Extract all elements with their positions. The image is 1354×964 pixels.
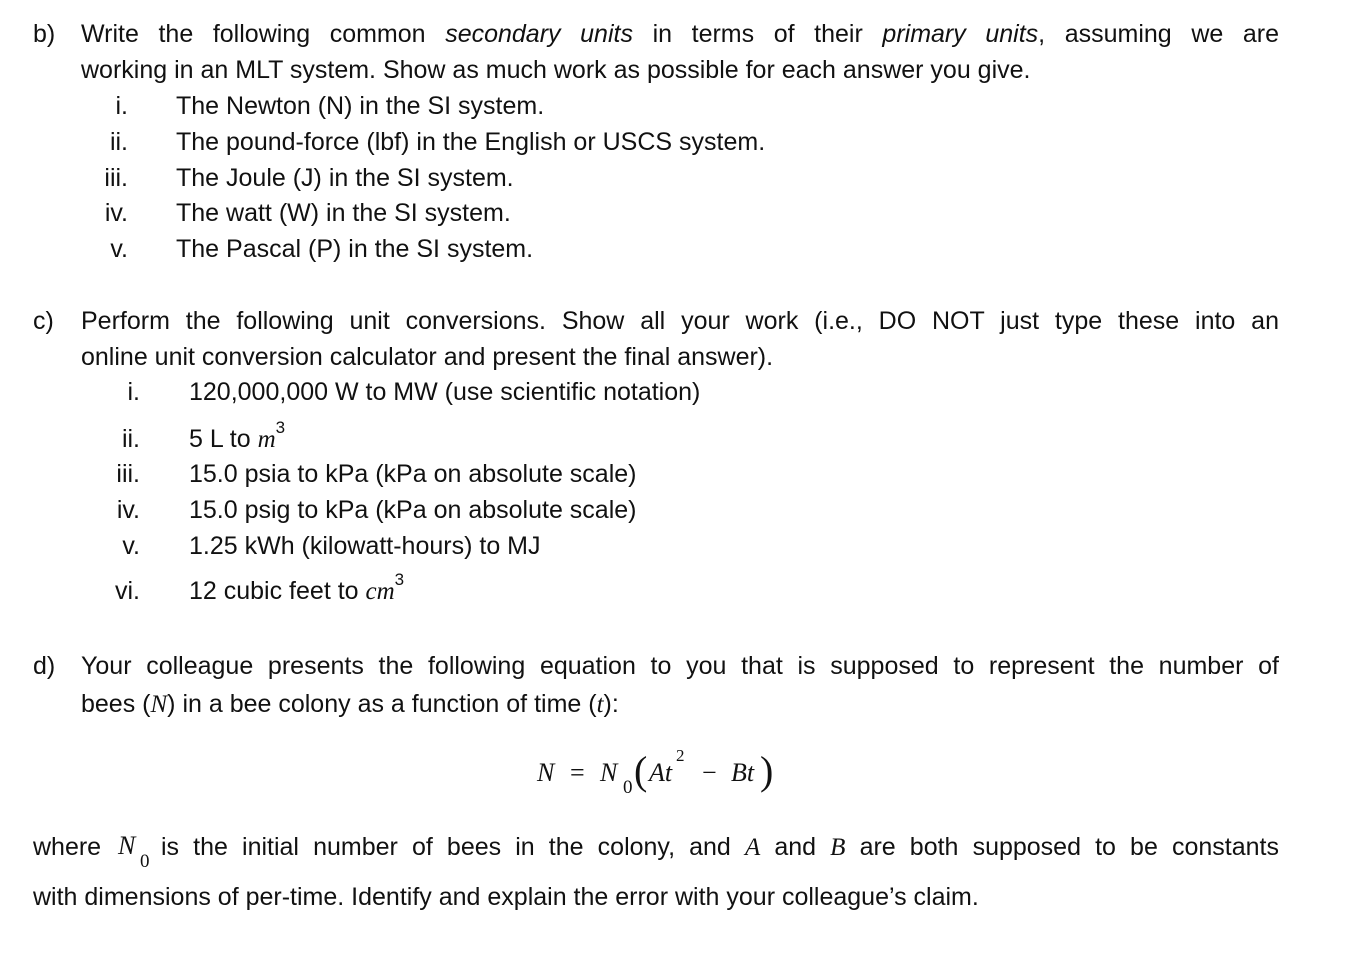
unit-exponent: 3: [275, 418, 286, 437]
section-c-item-num: iii.: [116, 460, 140, 488]
equation-term-a-exponent: 2: [676, 746, 685, 765]
section-b-item-text: The Newton (N) in the SI system.: [176, 92, 545, 120]
unit-math: cm: [365, 578, 395, 605]
section-c-item-text: 15.0 psia to kPa (kPa on absolute scale): [189, 460, 637, 488]
section-c-item-num: v.: [122, 532, 140, 560]
section-d-line-2: bees (N) in a bee colony as a function of time (t):: [81, 690, 619, 718]
var-t: t: [596, 691, 604, 718]
section-c-line-1: Perform the following unit conversions. Show all your work (i.e., DO NOT just type these into an: [81, 307, 1279, 335]
section-b-item-num: v.: [110, 235, 128, 263]
section-c-line-2: online unit conversion calculator and present the final answer).: [81, 343, 774, 371]
section-b-emph-primary: primary units: [882, 20, 1039, 48]
section-c-item-num: iv.: [116, 496, 140, 524]
where-var-b: B: [830, 834, 846, 861]
section-c-item-text: 1.25 kWh (kilowatt-hours) to MJ: [189, 532, 541, 560]
section-b-line-2: working in an MLT system. Show as much work as possible for each answer you give.: [81, 56, 1031, 84]
where-var-a: A: [744, 834, 761, 861]
equation-term-a: At: [649, 758, 673, 787]
equation-equals: =: [570, 758, 585, 787]
section-d-line-1: Your colleague presents the following equation to you that is supposed to represent the number of: [81, 652, 1279, 680]
section-c-item-num: vi.: [115, 577, 140, 605]
equation-n0-subscript: 0: [623, 777, 633, 798]
section-b-item-num: ii.: [109, 128, 128, 156]
section-c-item-text: 120,000,000 W to MW (use scientific notation): [189, 378, 701, 406]
equation-open-paren: (: [634, 748, 648, 793]
section-b-text-1: Write the following common: [81, 20, 426, 48]
section-b-item-num: iv.: [104, 199, 128, 227]
section-b-item-text: The watt (W) in the SI system.: [176, 199, 511, 227]
section-b-label: b): [33, 20, 56, 48]
section-b-line-1: [81, 20, 1279, 49]
where-text-1: where: [33, 833, 102, 861]
var-n: N: [150, 691, 168, 718]
where-var-n: N: [118, 831, 136, 860]
unit-math: m: [257, 426, 276, 453]
section-c-item-num: i.: [127, 378, 140, 406]
section-b-item-num: iii.: [104, 164, 128, 192]
equation-term-b: Bt: [731, 758, 755, 787]
section-b-item-text: The pound-force (lbf) in the English or USCS system.: [176, 128, 766, 156]
equation-lhs: N: [537, 758, 555, 787]
where-var-n-subscript: 0: [140, 851, 150, 872]
section-c-item-text: 5 L to $m^3$: [189, 418, 286, 453]
section-c-label: c): [33, 307, 54, 335]
section-b-item-text: The Pascal (P) in the SI system.: [176, 235, 534, 263]
section-c-item-text: 12 cubic feet to $cm^3$: [189, 570, 405, 605]
section-b-item-num: i.: [115, 92, 128, 120]
section-d-label: d): [33, 652, 56, 680]
where-text-rest: is the initial number of bees in the colony, and A and B are both supposed to be constants: [161, 833, 1279, 861]
section-d-final-line: with dimensions of per-time. Identify and explain the error with your colleague’s claim.: [33, 883, 979, 911]
equation-n0: N: [600, 758, 618, 787]
section-b-emph-secondary: secondary units: [445, 20, 633, 48]
section-c-item-num: ii.: [121, 425, 140, 453]
unit-exponent: 3: [394, 570, 405, 589]
equation-minus: −: [702, 758, 717, 787]
section-c-item-text: 15.0 psig to kPa (kPa on absolute scale): [189, 496, 637, 524]
section-b-text-2: in terms of their: [652, 20, 863, 48]
section-b-item-text: The Joule (J) in the SI system.: [176, 164, 514, 192]
equation-close-paren: ): [760, 748, 774, 793]
section-b-text-3: , assuming we are: [1038, 20, 1280, 48]
